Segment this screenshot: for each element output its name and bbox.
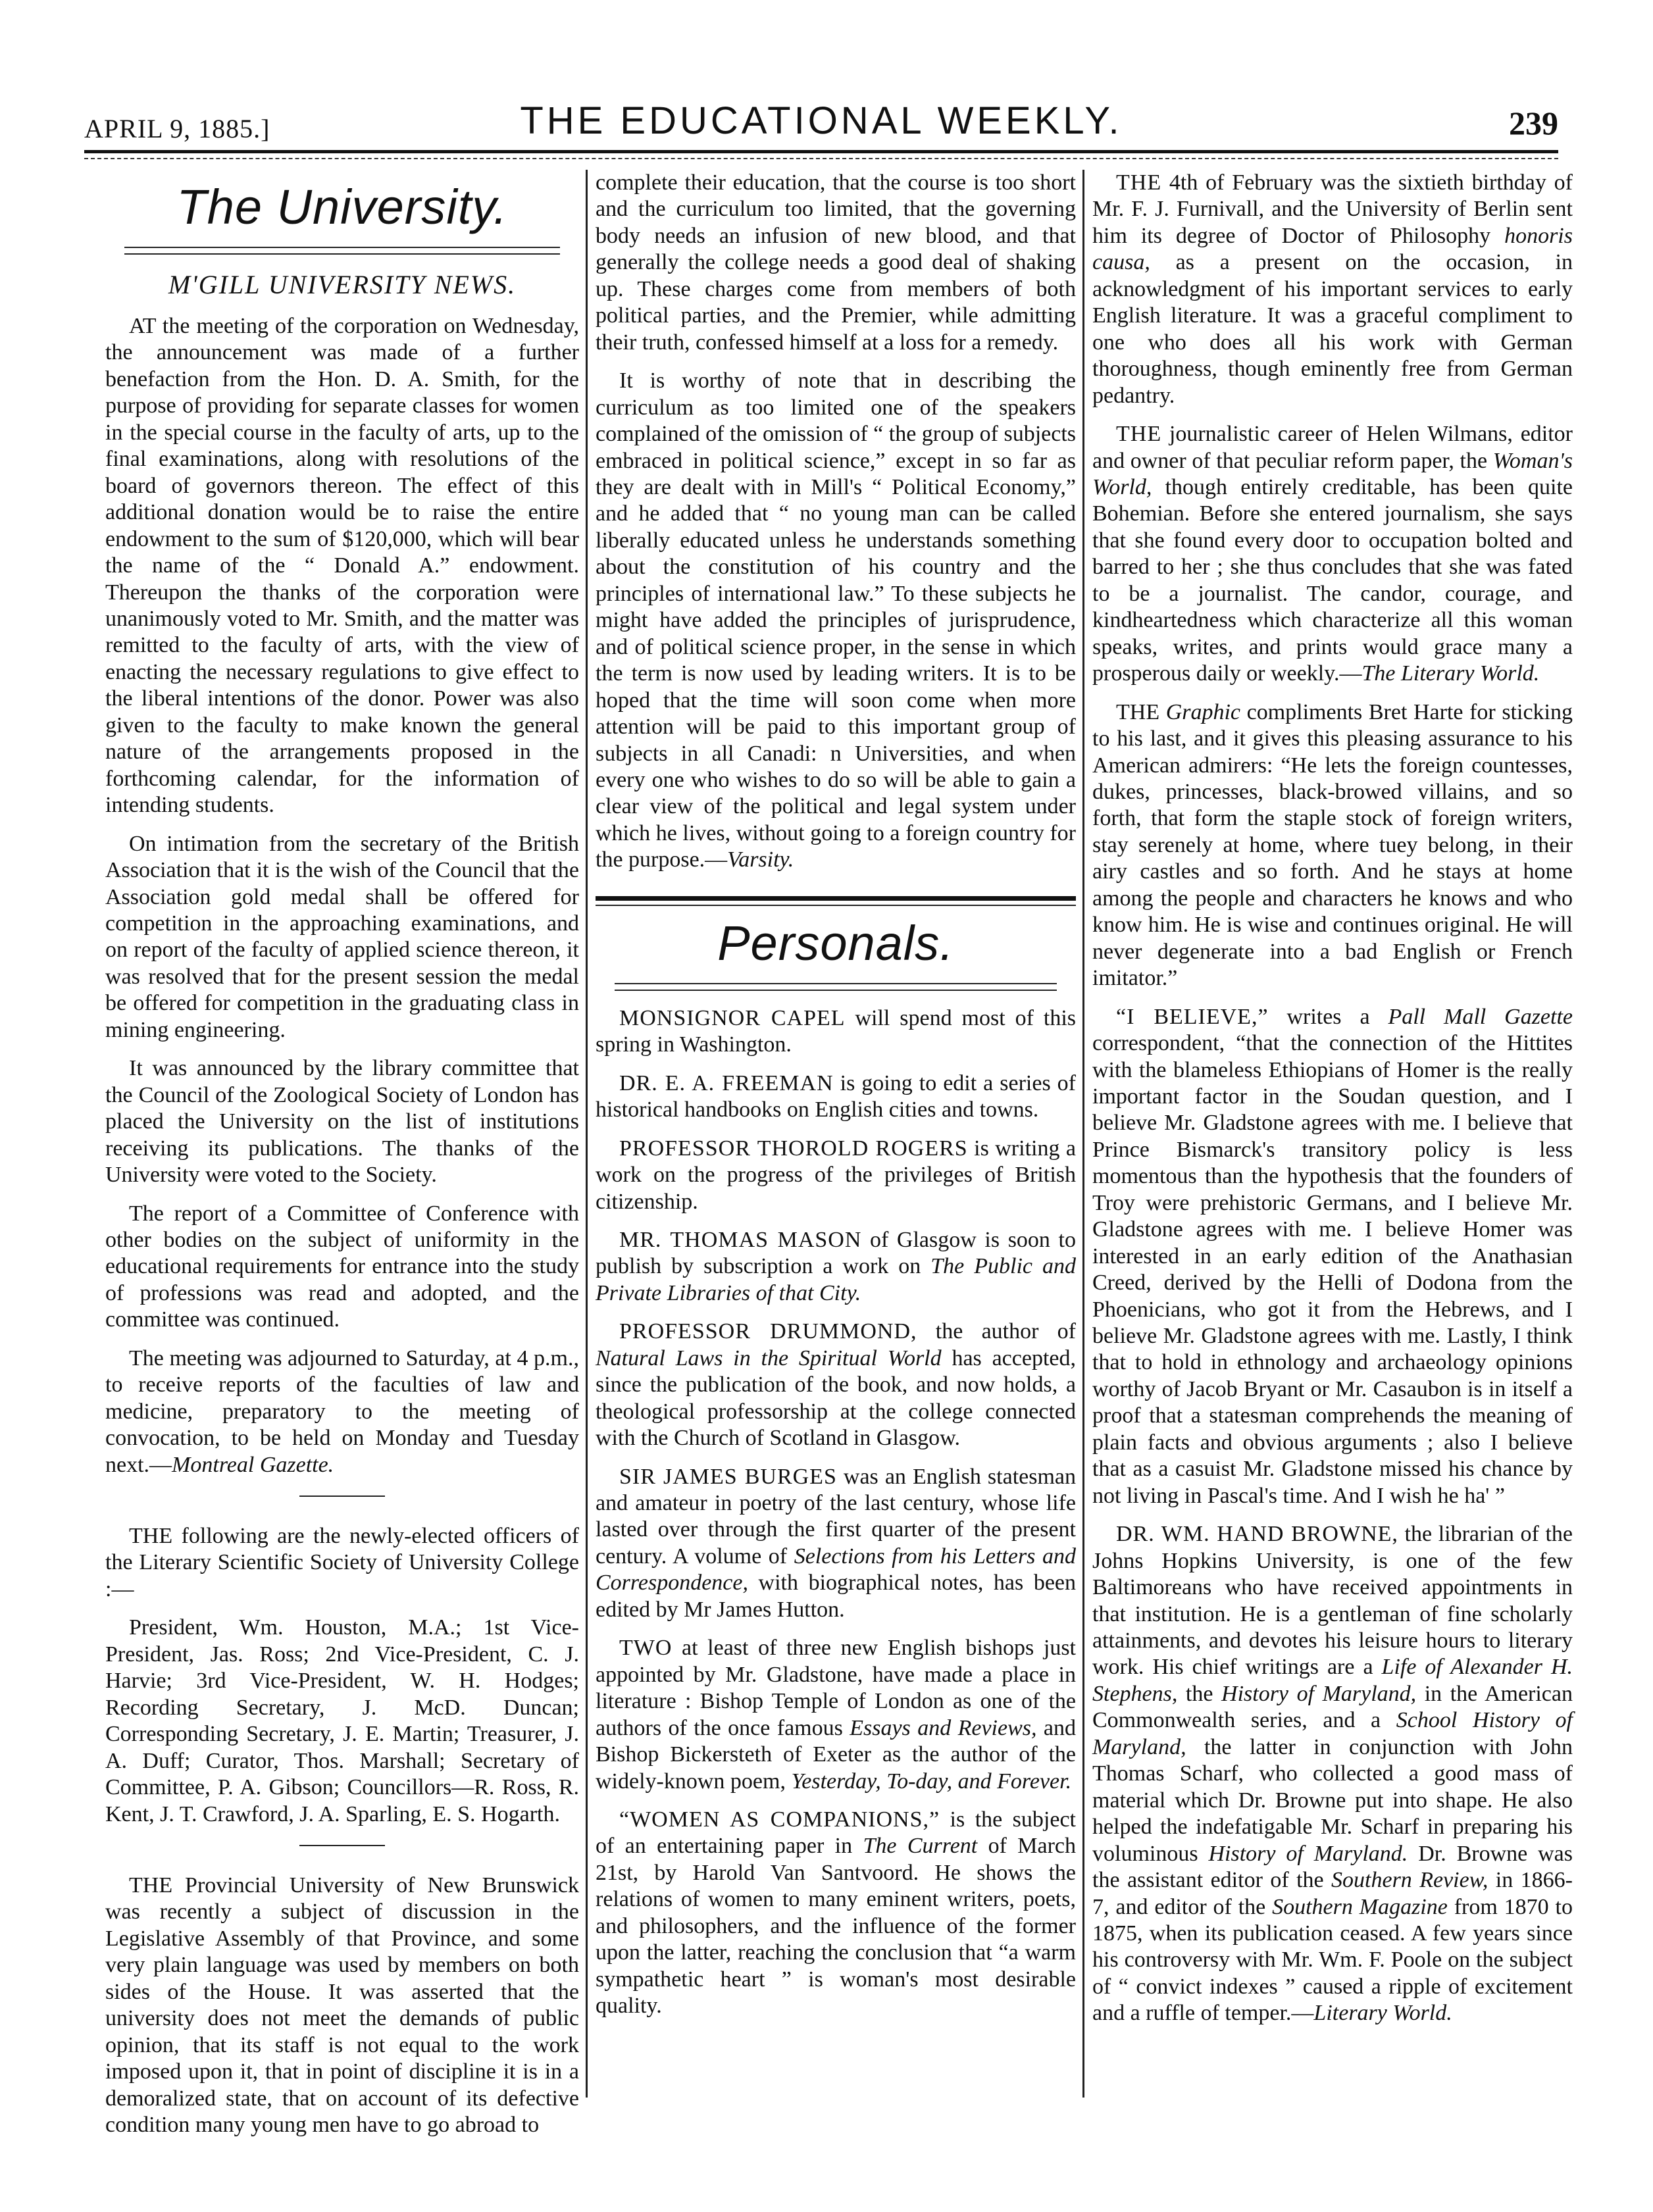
issue-date: APRIL 9, 1885.] bbox=[84, 114, 270, 143]
personal-item bbox=[596, 1464, 1076, 1624]
rule bbox=[615, 990, 1057, 991]
personal-item bbox=[1092, 421, 1573, 688]
article-paragraph: The report of a Committee of Conference with other bodies on the subject of uniformity in the educational requirements for entrance into the study of professions was read and adopted, and the committee was continued. bbox=[105, 1201, 579, 1332]
person-name: MR. THOMAS MASON bbox=[619, 1227, 862, 1252]
column-3 bbox=[1092, 170, 1573, 2098]
person-name: SIR JAMES BURGES bbox=[619, 1464, 837, 1489]
book-title: Life of Alexander H. Stephens, bbox=[1092, 1655, 1573, 1706]
officers-list: President, Wm. Houston, M.A.; 1st Vice-President, Jas. Ross; 2nd Vice-President, C. J. Harvie; 3rd Vice-President, W. H. Hodges; Recording Secretary, J. McD. Duncan; Corresponding Secretary, J. E. Martin; Treasurer, J. A. Duff; Curator, Thos. Marshall; Secretary of Committee, P. A. Gibson; Councillors—R. Ross, R. Kent, J. T. Crawford, J. A. Sparling, E. S. Hogarth. bbox=[105, 1615, 579, 1826]
paragraph-text: is going to edit a series of historical handbooks on English cities and towns. bbox=[596, 1070, 1076, 1122]
book-title: History of Maryland, bbox=[1221, 1681, 1417, 1706]
paragraph-text: of Glasgow is soon to publish by subscription a work on bbox=[596, 1227, 1076, 1279]
personal-item bbox=[1092, 1521, 1573, 2027]
paragraph-text: THE bbox=[1116, 699, 1166, 724]
personal-item bbox=[596, 1005, 1076, 1059]
book-title: Yesterday, To-day, and Forever. bbox=[791, 1769, 1072, 1794]
paragraph-text: the latter in conjunction with John Thomas Scharf, who collected a good mass of material which Dr. Browne put into shape. He also helped the indefatigable Mr. Scharf in preparing his voluminous bbox=[1092, 1734, 1573, 1866]
personal-item bbox=[596, 1319, 1076, 1451]
source-citation: Montreal Gazette. bbox=[172, 1452, 334, 1477]
section-title-university: The University. bbox=[176, 180, 508, 234]
short-rule bbox=[299, 1496, 385, 1497]
book-title: School History of Maryland, bbox=[1092, 1708, 1573, 1759]
article-heading-mcgill: M'GILL UNIVERSITY NEWS. bbox=[168, 270, 517, 299]
article-paragraph bbox=[105, 1345, 579, 1478]
personal-item bbox=[1092, 1004, 1573, 1510]
periodical-title: Southern Magazine bbox=[1272, 1894, 1448, 1919]
periodical-title: Woman's World, bbox=[1092, 448, 1573, 499]
header-dashed-rule bbox=[84, 158, 1558, 159]
personal-item bbox=[1092, 699, 1573, 992]
title-rule bbox=[596, 983, 1076, 991]
article-paragraph: On intimation from the secretary of the British Association that it is the wish of the Council that the Association gold medal shall be offered for competition in the approaching examinations, and on report of the faculty of applied science thereon, it was resolved that for the present session the medal be offered for competition in the graduating class in mining engineering. bbox=[105, 831, 579, 1042]
column-1 bbox=[105, 170, 579, 2138]
paragraph-text: journalistic career of Helen Wilmans, editor and owner of that peculiar reform paper, the bbox=[1092, 422, 1573, 473]
book-title: The Public and Private Libraries of that City. bbox=[596, 1254, 1076, 1305]
running-head bbox=[84, 99, 1558, 145]
lead-word: “WOMEN AS COMPANIONS,” bbox=[619, 1807, 940, 1832]
paragraph-text: the librarian of the Johns Hopkins University, is one of the few Baltimoreans who have received appointments in that institution. He is a gentleman of fine scholarly attainments, and devotes his leisure hours to literary work. His chief writings are a bbox=[1092, 1522, 1573, 1680]
personal-item bbox=[596, 1635, 1076, 1795]
paragraph-text: Dr. Browne was the assistant editor of the bbox=[1092, 1841, 1573, 1893]
article-paragraph: complete their education, that the course is too short and the curriculum too limited, that the governing body needs an infusion of new blood, and that generally the college needs a good deal of shaking up. These charges come from members of both political parties, and the Premier, while admitting their truth, confessed himself at a loss for a remedy. bbox=[596, 170, 1076, 355]
lead-word: “I BELIEVE,” bbox=[1116, 1004, 1269, 1029]
section-title-personals: Personals. bbox=[717, 915, 954, 970]
paragraph-text: in the American Commonwealth series, and a bbox=[1092, 1681, 1573, 1733]
paragraph-text: 4th of February was the sixtieth birthday of Mr. F. J. Furnivall, and the University of Berlin sent him its degree of Doctor of Philosophy bbox=[1092, 170, 1573, 248]
person-name: DR. E. A. FREEMAN bbox=[619, 1070, 834, 1095]
header-rule bbox=[84, 150, 1558, 153]
source-citation: The Literary World. bbox=[1361, 661, 1540, 686]
page-number: 239 bbox=[1509, 105, 1558, 141]
paragraph-text: is the subject of an entertaining paper in bbox=[596, 1807, 1076, 1859]
lead-word: THE bbox=[1116, 170, 1162, 195]
paragraph-text: It is worthy of note that in describing the curriculum as too limited one of the speakers complained of the omission of “ the group of subjects embraced in political science,” except in so far as they are dealt with in Mill's “ Political Economy,” and he added that “ no young man can be called liberally educated unless he understands something about the constitution of his country and the principles of international law.” To these subjects he might have added the principles of jurisprudence, and of political science proper, in the sense in which the term is now used by leading writers. It is to be hoped that the time will soon come when more attention will be paid to this important group of subjects in all Canadi: n Universities, and when every one who wishes to do so will be able to gain a clear view of the political and legal system under which he lives, without going to a foreign country for the purpose.— bbox=[596, 368, 1076, 872]
source-citation: Varsity. bbox=[727, 847, 794, 872]
book-title: History of Maryland. bbox=[1208, 1841, 1408, 1866]
paragraph-text: of March 21st, by Harold Van Santvoord. He shows the relations of women to many eminent writers, poets, and philosophers, and the influence of the former upon the latter, reaching the conclusion that “a warm sympathetic heart ” is woman's most desirable quality. bbox=[596, 1834, 1076, 2019]
paragraph-text: from 1870 to 1875, when its publication ceased. A few years since his controversy with Mr. Wm. F. Poole on the subject of “ convict indexes ” caused a ripple of excitement and a ruffle of temper.— bbox=[1092, 1894, 1573, 2026]
paragraph-text: correspondent, “that the connection of the Hittites with the blameless Ethiopians of Homer is the really important factor in the Soudan question, and I believe Mr. Gladstone agrees with me. I believe that Prince Bismarck's transitory policy is less momentous than the hypothesis that the founders of Troy were prehistoric Germans, and I believe Mr. Gladstone agrees with me. I believe Homer was interested in an early edition of the Anathasian Creed, derived by the Helli of Dodona from the Phoenicians, who got it from the Hebrews, and I believe Mr. Gladstone agrees with me. Lastly, I think that to hold in ethnology and archaeology opinions worthy of Jacob Bryant or Mr. Casaubon is in itself a proof that a statesman comprehends the meaning of plain facts and obvious arguments ; also I believe that as a casuist Mr. Gladstone missed his chance by not living in Pascal's time. And I wish he ha' ” bbox=[1092, 1031, 1573, 1508]
paragraph-text: the bbox=[1177, 1681, 1222, 1706]
personal-item bbox=[596, 1136, 1076, 1215]
paragraph-text: though entirely creditable, has been quite Bohemian. Before she entered journalism, she says that she found every door to occupation bolted and barred to her ; she thus concludes that she was fated to be a journalist. The candor, courage, and kindheartedness which characterize all this woman speaks, writes, and prints would grace many a prosperous daily or weekly.— bbox=[1092, 474, 1573, 686]
paragraph-text: writes a bbox=[1268, 1004, 1388, 1029]
article-paragraph: THE Provincial University of New Brunswick was recently a subject of discussion in the Legislative Assembly of that Province, and some very plain language was used by members on both sides of the House. It was asserted that the university does not meet the demands of public opinion, that its staff is not equal to the work imposed upon it, that in point of discipline it is in a demoralized state, that on account of its defective condition many young men have to go abroad to bbox=[105, 1873, 579, 2138]
column-2 bbox=[596, 170, 1076, 2098]
personal-item bbox=[1092, 170, 1573, 409]
paragraph-text: as a present on the occasion, in acknowledgment of his important services to early English literature. It was a graceful compliment to one who does all his work with German thoroughness, though eminently free from German pedantry. bbox=[1092, 250, 1573, 408]
article-paragraph: It was announced by the library committee that the Council of the Zoological Society of London has placed the University on the list of institutions receiving its publications. The thanks of the University were voted to the Society. bbox=[105, 1056, 579, 1188]
paragraph-text: at least of three new English bishops just appointed by Mr. Gladstone, have made a place in literature : Bishop Temple of London as one of the authors of the once famous bbox=[596, 1636, 1076, 1740]
person-name: DR. WM. HAND BROWNE, bbox=[1116, 1522, 1398, 1547]
paragraph-text: was an English statesman and amateur in poetry of the last century, whose life lasted over through the first quarter of the present century. A volume of bbox=[596, 1464, 1077, 1569]
paragraph-text: is writing a work on the progress of the privileges of British citizenship. bbox=[596, 1136, 1076, 1214]
article-paragraph: THE following are the newly-elected officers of the Literary Scientific Society of University College :— bbox=[105, 1524, 579, 1601]
column-divider bbox=[1082, 170, 1084, 2098]
paragraph-text: with biographical notes, has been edited by Mr James Hutton. bbox=[596, 1571, 1076, 1622]
person-name: MONSIGNOR CAPEL bbox=[619, 1005, 846, 1030]
paragraph-text: has accepted, since the publication of the book, and now holds, a theological professorship at the college connected with the Church of Scotland in Glasgow. bbox=[596, 1345, 1076, 1451]
masthead-title: THE EDUCATIONAL WEEKLY. bbox=[520, 99, 1123, 142]
rule bbox=[124, 247, 560, 248]
paragraph-text: compliments Bret Harte for sticking to his last, and it gives this pleasing assurance to his American admirers: “He lets the foreign countesses, dukes, princesses, black-browed villains, and so forth, that form the staple stock of foreign writers, stay serenely at home, where tuey belong, in their airy castles and so forth. And he stays at home among the people and characters he knows and who know him. He is wise and continues original. He will never degenerate into a bad English or French imitator.” bbox=[1092, 699, 1573, 991]
article-paragraph bbox=[596, 368, 1076, 874]
personal-item bbox=[596, 1070, 1076, 1124]
column-divider bbox=[586, 170, 588, 2098]
rule bbox=[124, 253, 560, 255]
person-name: PROFESSOR THOROLD ROGERS bbox=[619, 1136, 968, 1161]
article-paragraph: AT the meeting of the corporation on Wednesday, the announcement was made of a further benefaction from the Hon. D. A. Smith, for the purpose of providing for separate classes for women in the special course in the faculty of arts, up to the final examinations, along with resolutions of the board of governors thereon. The effect of this additional donation would be to raise the entire endowment to the sum of $120,000, which will bear the name of the “ Donald A.” endowment. Thereupon the thanks of the corporation were unanimously voted to Mr. Smith, and the matter was remitted to the faculty of arts, with the view of enacting the necessary regulations to give effect to the liberal intentions of the donor. Power was also given to the faculty to make known the general nature of the arrangements proposed in the forthcoming calendar, for the information of intending students. bbox=[105, 314, 579, 818]
rule bbox=[596, 905, 1076, 906]
rule bbox=[615, 983, 1057, 984]
person-name: PROFESSOR DRUMMOND, bbox=[619, 1319, 917, 1344]
paragraph-text: the author of bbox=[917, 1319, 1076, 1344]
paragraph-text: and Bishop Bickersteth of Exeter as the author of the widely-known poem, bbox=[596, 1715, 1076, 1794]
lead-word: TWO bbox=[619, 1636, 673, 1661]
paragraph-text: The meeting was adjourned to Saturday, at 4 p.m., to receive reports of the faculties of law and medicine, preparatory to the meeting of convocation, to be held on Monday and Tuesday next.— bbox=[105, 1345, 579, 1477]
book-title: Essays and Reviews, bbox=[850, 1715, 1037, 1740]
book-title: Natural Laws in the Spiritual World bbox=[596, 1345, 942, 1370]
short-rule bbox=[299, 1845, 385, 1846]
periodical-title: Graphic bbox=[1165, 699, 1241, 724]
title-rule bbox=[105, 247, 579, 255]
periodical-title: Pall Mall Gazette bbox=[1388, 1004, 1573, 1029]
book-title: Selections from his Letters and Correspondence, bbox=[596, 1544, 1076, 1596]
rule bbox=[596, 896, 1076, 901]
lead-word: THE bbox=[1116, 422, 1162, 447]
periodical-title: The Current bbox=[863, 1834, 978, 1859]
personal-item bbox=[596, 1227, 1076, 1307]
paragraph-text: will spend most of this spring in Washington. bbox=[596, 1005, 1076, 1057]
source-citation: Literary World. bbox=[1313, 2001, 1452, 2026]
personal-item bbox=[596, 1807, 1076, 2020]
paragraph-text: in 1866-7, and editor of the bbox=[1092, 1868, 1573, 1919]
section-divider bbox=[596, 896, 1076, 906]
periodical-title: Southern Review, bbox=[1331, 1868, 1488, 1893]
latin-phrase: honoris causa, bbox=[1092, 223, 1573, 275]
